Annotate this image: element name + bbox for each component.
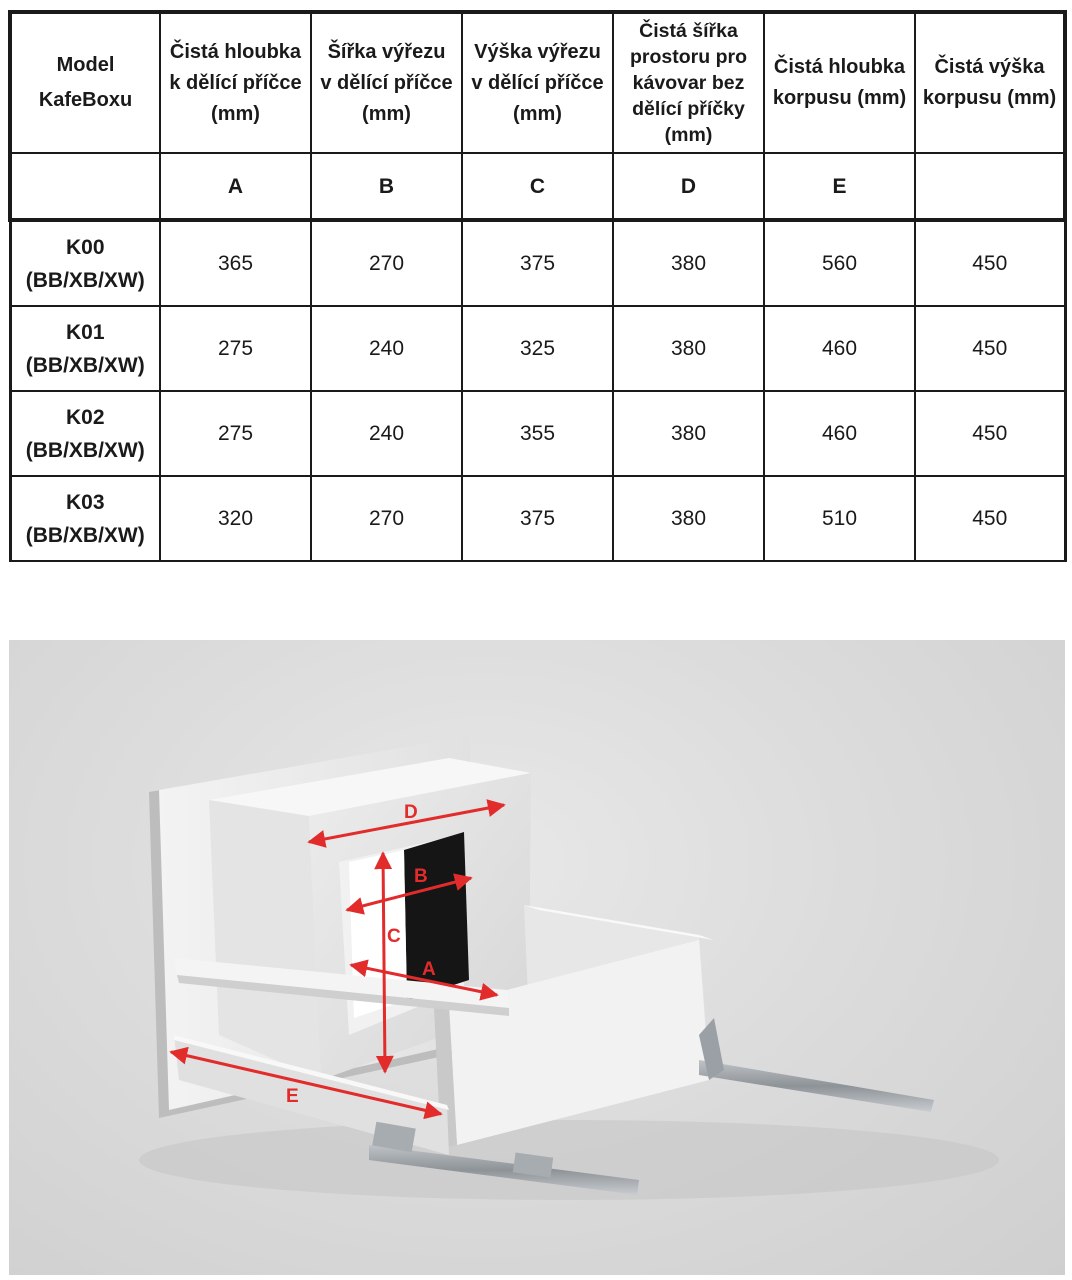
model-cell: K02 (BB/XB/XW) [10, 391, 160, 476]
value-cell: 380 [613, 220, 764, 306]
value-cell: 275 [160, 391, 311, 476]
value-cell: 450 [915, 476, 1065, 561]
divider-opening [404, 832, 469, 1000]
model-cell: K03 (BB/XB/XW) [10, 476, 160, 561]
header-height: Čistá výška korpusu (mm) [915, 12, 1065, 153]
letter-empty-left [10, 153, 160, 220]
kafebox-illustration [9, 640, 1065, 1275]
value-cell: 560 [764, 220, 915, 306]
header-c: Výška výřezu v dělící příčce (mm) [462, 12, 613, 153]
value-cell: 240 [311, 391, 462, 476]
value-cell: 380 [613, 476, 764, 561]
value-cell: 380 [613, 391, 764, 476]
value-cell: 375 [462, 220, 613, 306]
dimension-label-e: E [286, 1086, 299, 1107]
value-cell: 380 [613, 306, 764, 391]
value-cell: 450 [915, 391, 1065, 476]
value-cell: 240 [311, 306, 462, 391]
letter-d: D [613, 153, 764, 220]
value-cell: 460 [764, 306, 915, 391]
model-cell: K01 (BB/XB/XW) [10, 306, 160, 391]
dimension-label-b: B [414, 866, 428, 887]
value-cell: 325 [462, 306, 613, 391]
model-cell: K00 (BB/XB/XW) [10, 220, 160, 306]
value-cell: 320 [160, 476, 311, 561]
value-cell: 275 [160, 306, 311, 391]
header-a: Čistá hloubka k dělící příčce (mm) [160, 12, 311, 153]
dimension-label-c: C [387, 926, 401, 947]
dimension-label-a: A [422, 959, 436, 980]
value-cell: 460 [764, 391, 915, 476]
value-cell: 450 [915, 306, 1065, 391]
letter-c: C [462, 153, 613, 220]
header-d: Čistá šířka prostoru pro kávovar bez dělící příčky (mm) [613, 12, 764, 153]
letter-b: B [311, 153, 462, 220]
value-cell: 355 [462, 391, 613, 476]
letter-e: E [764, 153, 915, 220]
value-cell: 510 [764, 476, 915, 561]
table-row [10, 220, 1065, 306]
housing-left [209, 800, 321, 1080]
letter-empty-right [915, 153, 1065, 220]
value-cell: 365 [160, 220, 311, 306]
value-cell: 270 [311, 220, 462, 306]
dimension-label-d: D [404, 802, 418, 823]
spec-table [8, 10, 1067, 562]
table-row [10, 476, 1065, 561]
runner-right [699, 1060, 934, 1112]
table-row [10, 306, 1065, 391]
value-cell: 450 [915, 220, 1065, 306]
value-cell: 375 [462, 476, 613, 561]
product-photo [9, 640, 1065, 1275]
header-b: Šířka výřezu v dělící příčce (mm) [311, 12, 462, 153]
header-model: Model KafeBoxu [10, 12, 160, 153]
header-e: Čistá hloubka korpusu (mm) [764, 12, 915, 153]
floor-shadow [139, 1120, 999, 1200]
letter-a: A [160, 153, 311, 220]
table-row [10, 391, 1065, 476]
value-cell: 270 [311, 476, 462, 561]
dimension-line-c [383, 853, 385, 1072]
